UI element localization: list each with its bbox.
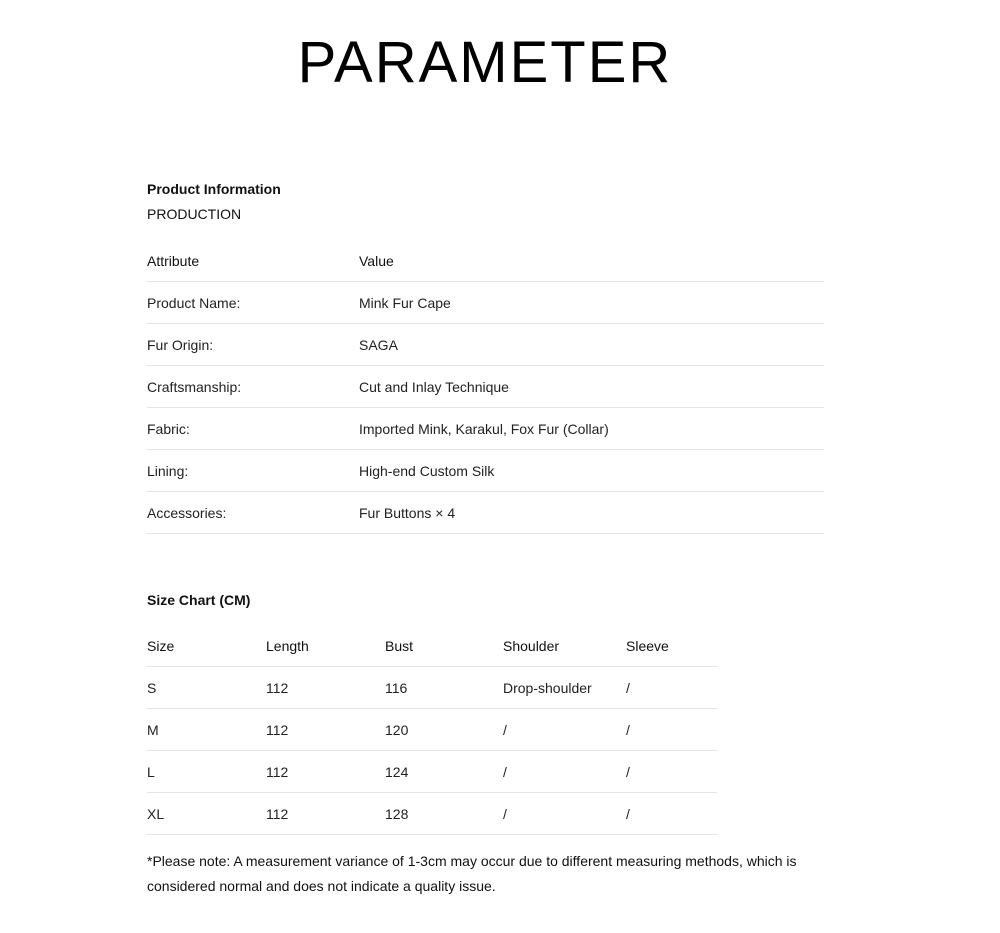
- value-cell: Imported Mink, Karakul, Fox Fur (Collar): [359, 408, 824, 450]
- attribute-cell: Craftsmanship:: [147, 366, 359, 408]
- shoulder-cell: Drop-shoulder: [503, 667, 626, 709]
- shoulder-cell: /: [503, 709, 626, 751]
- sleeve-cell: /: [626, 709, 717, 751]
- table-row: [147, 282, 824, 324]
- attribute-cell: Fur Origin:: [147, 324, 359, 366]
- bust-cell: 120: [385, 709, 503, 751]
- shoulder-cell: /: [503, 793, 626, 835]
- sleeve-cell: /: [626, 667, 717, 709]
- bust-cell: 124: [385, 751, 503, 793]
- shoulder-cell: /: [503, 751, 626, 793]
- column-header-sleeve: Sleeve: [626, 637, 669, 654]
- table-row: [147, 492, 824, 534]
- sleeve-cell: /: [626, 751, 717, 793]
- size-cell: XL: [147, 793, 266, 835]
- size-cell: S: [147, 667, 266, 709]
- table-row: [147, 450, 824, 492]
- length-cell: 112: [266, 667, 385, 709]
- bust-cell: 128: [385, 793, 503, 835]
- bust-cell: 116: [385, 667, 503, 709]
- table-row: [147, 667, 717, 709]
- table-row: [147, 324, 824, 366]
- value-cell: Fur Buttons × 4: [359, 492, 824, 534]
- table-header-row: [147, 240, 824, 282]
- size-chart-table: [147, 625, 717, 835]
- size-cell: L: [147, 751, 266, 793]
- length-cell: 112: [266, 751, 385, 793]
- sleeve-cell: /: [626, 793, 717, 835]
- attribute-cell: Accessories:: [147, 492, 359, 534]
- table-row: [147, 793, 717, 835]
- attribute-cell: Product Name:: [147, 282, 359, 324]
- attribute-cell: Fabric:: [147, 408, 359, 450]
- column-header-bust: Bust: [385, 637, 414, 654]
- column-header-value: Value: [359, 252, 394, 269]
- length-cell: 112: [266, 793, 385, 835]
- value-cell: SAGA: [359, 324, 824, 366]
- table-header-row: [147, 625, 717, 667]
- measurement-note: *Please note: A measurement variance of 1-3cm may occur due to different measuring methods, which is considered normal and does not indicate a quality issue.: [147, 853, 797, 894]
- column-header-size: Size: [147, 637, 175, 654]
- table-row: [147, 751, 717, 793]
- size-cell: M: [147, 709, 266, 751]
- table-row: [147, 709, 717, 751]
- size-chart-heading: Size Chart (CM): [147, 592, 251, 608]
- length-cell: 112: [266, 709, 385, 751]
- attribute-cell: Lining:: [147, 450, 359, 492]
- product-info-subheading: PRODUCTION: [147, 206, 242, 222]
- page-title: PARAMETER: [297, 30, 673, 95]
- column-header-attribute: Attribute: [147, 252, 200, 269]
- value-cell: Mink Fur Cape: [359, 282, 824, 324]
- value-cell: High-end Custom Silk: [359, 450, 824, 492]
- column-header-length: Length: [266, 637, 309, 654]
- product-info-table: [147, 240, 824, 534]
- table-row: [147, 408, 824, 450]
- product-info-heading: Product Information: [147, 181, 281, 197]
- column-header-shoulder: Shoulder: [503, 637, 560, 654]
- table-row: [147, 366, 824, 408]
- value-cell: Cut and Inlay Technique: [359, 366, 824, 408]
